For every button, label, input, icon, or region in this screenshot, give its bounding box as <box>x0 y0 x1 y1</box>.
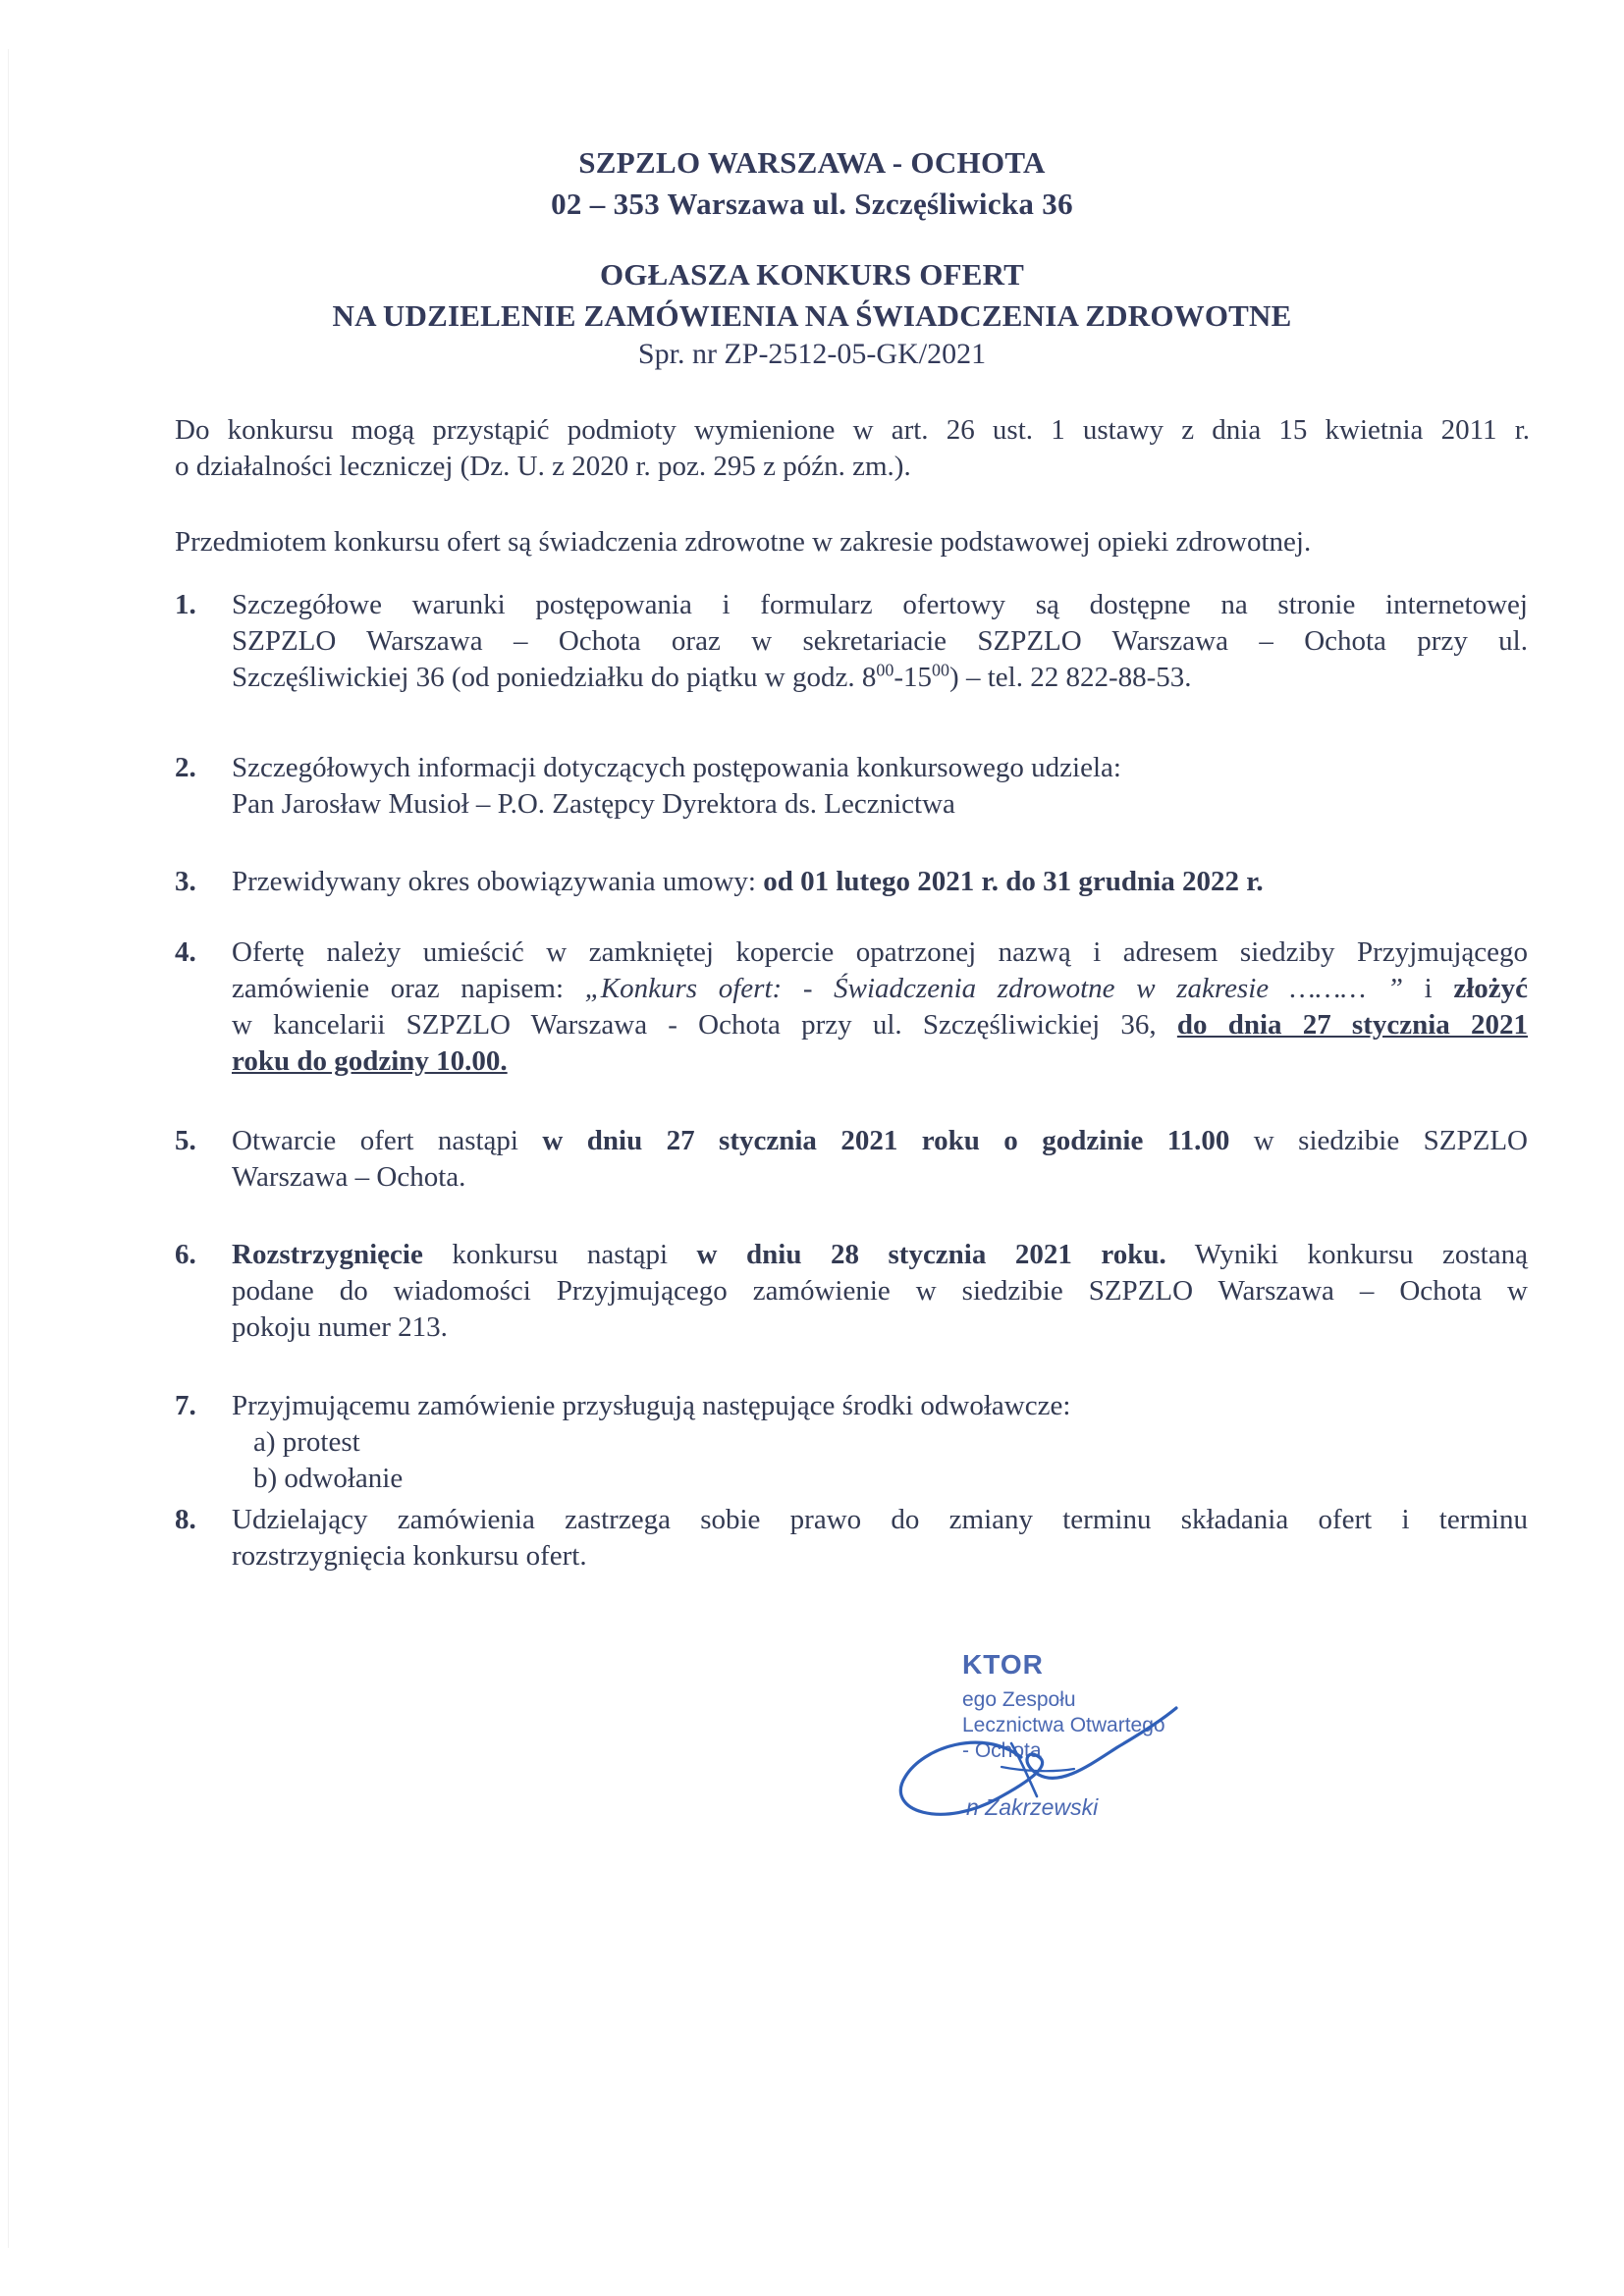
item-2-line-2: Pan Jarosław Musioł – P.O. Zastępcy Dyrektora ds. Lecznictwa <box>232 788 955 820</box>
case-number: Spr. nr ZP-2512-05-GK/2021 <box>637 338 987 370</box>
director-stamp <box>864 1649 1218 1826</box>
item-4-line-4: roku do godziny 10.00. <box>232 1045 508 1077</box>
sub-item-a: a) protest <box>253 1426 360 1458</box>
item-8-line-1: Udzielający zamówienia zastrzega sobie prawo do zmiany terminu składania ofert i terminu <box>232 1504 1528 1535</box>
item-6-line-1: Rozstrzygnięcie konkursu nastąpi w dniu 28 stycznia 2021 roku. Wyniki konkursu zostaną <box>232 1239 1528 1270</box>
item-3-line-1: Przewidywany okres obowiązywania umowy: od 01 lutego 2021 r. do 31 grudnia 2022 r. <box>232 866 1264 897</box>
org-address: 02 – 353 Warszawa ul. Szczęśliwicka 36 <box>551 187 1073 221</box>
subject-paragraph: Przedmiotem konkursu ofert są świadczenia zdrowotne w zakresie podstawowej opieki zdrowotnej. <box>175 526 1312 558</box>
org-name: SZPZLO WARSZAWA - OCHOTA <box>578 145 1046 180</box>
stamp-line-4: - Ochota <box>962 1739 1042 1762</box>
scan-edge <box>8 49 9 2248</box>
item-number: 7. <box>175 1390 196 1421</box>
item-6-line-2: podane do wiadomości Przyjmującego zamówienie w siedzibie SZPZLO Warszawa – Ochota w <box>232 1275 1528 1307</box>
item-7-line-1: Przyjmującemu zamówienie przysługują następujące środki odwoławcze: <box>232 1390 1071 1421</box>
item-2-line-1: Szczegółowych informacji dotyczących postępowania konkursowego udziela: <box>232 752 1121 783</box>
stamp-line-5: n Zakrzewski <box>966 1794 1099 1820</box>
signature <box>864 1649 1218 1826</box>
announcement-title: OGŁASZA KONKURS OFERT <box>599 257 1025 292</box>
item-number: 5. <box>175 1125 196 1156</box>
announcement-subtitle: NA UDZIELENIE ZAMÓWIENIA NA ŚWIADCZENIA ZDROWOTNE <box>332 298 1292 333</box>
item-5-line-1: Otwarcie ofert nastąpi w dniu 27 stycznia 2021 roku o godzinie 11.00 w siedzibie SZPZLO <box>232 1125 1528 1156</box>
item-4-line-1: Ofertę należy umieścić w zamkniętej kopercie opatrzonej nazwą i adresem siedziby Przyjmującego <box>232 936 1528 968</box>
item-4-line-2: zamówienie oraz napisem: „Konkurs ofert: - Świadczenia zdrowotne w zakresie ……… ” i złożyć <box>232 973 1528 1004</box>
stamp-line-2: ego Zespołu <box>962 1688 1076 1711</box>
item-5-line-2: Warszawa – Ochota. <box>232 1161 466 1193</box>
sub-item-b: b) odwołanie <box>253 1463 404 1494</box>
item-number: 1. <box>175 589 196 620</box>
stamp-line-1: KTOR <box>962 1649 1044 1680</box>
stamp-line-3: Lecznictwa Otwartego <box>962 1714 1165 1736</box>
intro-line-1: Do konkursu mogą przystąpić podmioty wymienione w art. 26 ust. 1 ustawy z dnia 15 kwietnia 2011 r. <box>175 414 1530 446</box>
item-1-line-2: SZPZLO Warszawa – Ochota oraz w sekretariacie SZPZLO Warszawa – Ochota przy ul. <box>232 625 1528 657</box>
item-number: 6. <box>175 1239 196 1270</box>
item-number: 4. <box>175 936 196 968</box>
intro-paragraph <box>175 412 1530 485</box>
item-4-line-3: w kancelarii SZPZLO Warszawa - Ochota przy ul. Szczęśliwickiej 36, do dnia 27 stycznia 2021 <box>232 1009 1528 1041</box>
item-1-line-1: Szczegółowe warunki postępowania i formularz ofertowy są dostępne na stronie internetowej <box>232 589 1528 620</box>
item-1-line-3: Szczęśliwickiej 36 (od poniedziałku do piątku w godz. $8^{00}-15^{00}$) – tel. 22 822-88-53. <box>232 660 1192 693</box>
item-number: 3. <box>175 866 196 897</box>
item-number: 8. <box>175 1504 196 1535</box>
intro-line-2: o działalności leczniczej (Dz. U. z 2020 r. poz. 295 z późn. zm.). <box>175 451 911 482</box>
item-8-line-2: rozstrzygnięcia konkursu ofert. <box>232 1540 587 1572</box>
item-6-line-3: pokoju numer 213. <box>232 1311 448 1343</box>
item-number: 2. <box>175 752 196 783</box>
